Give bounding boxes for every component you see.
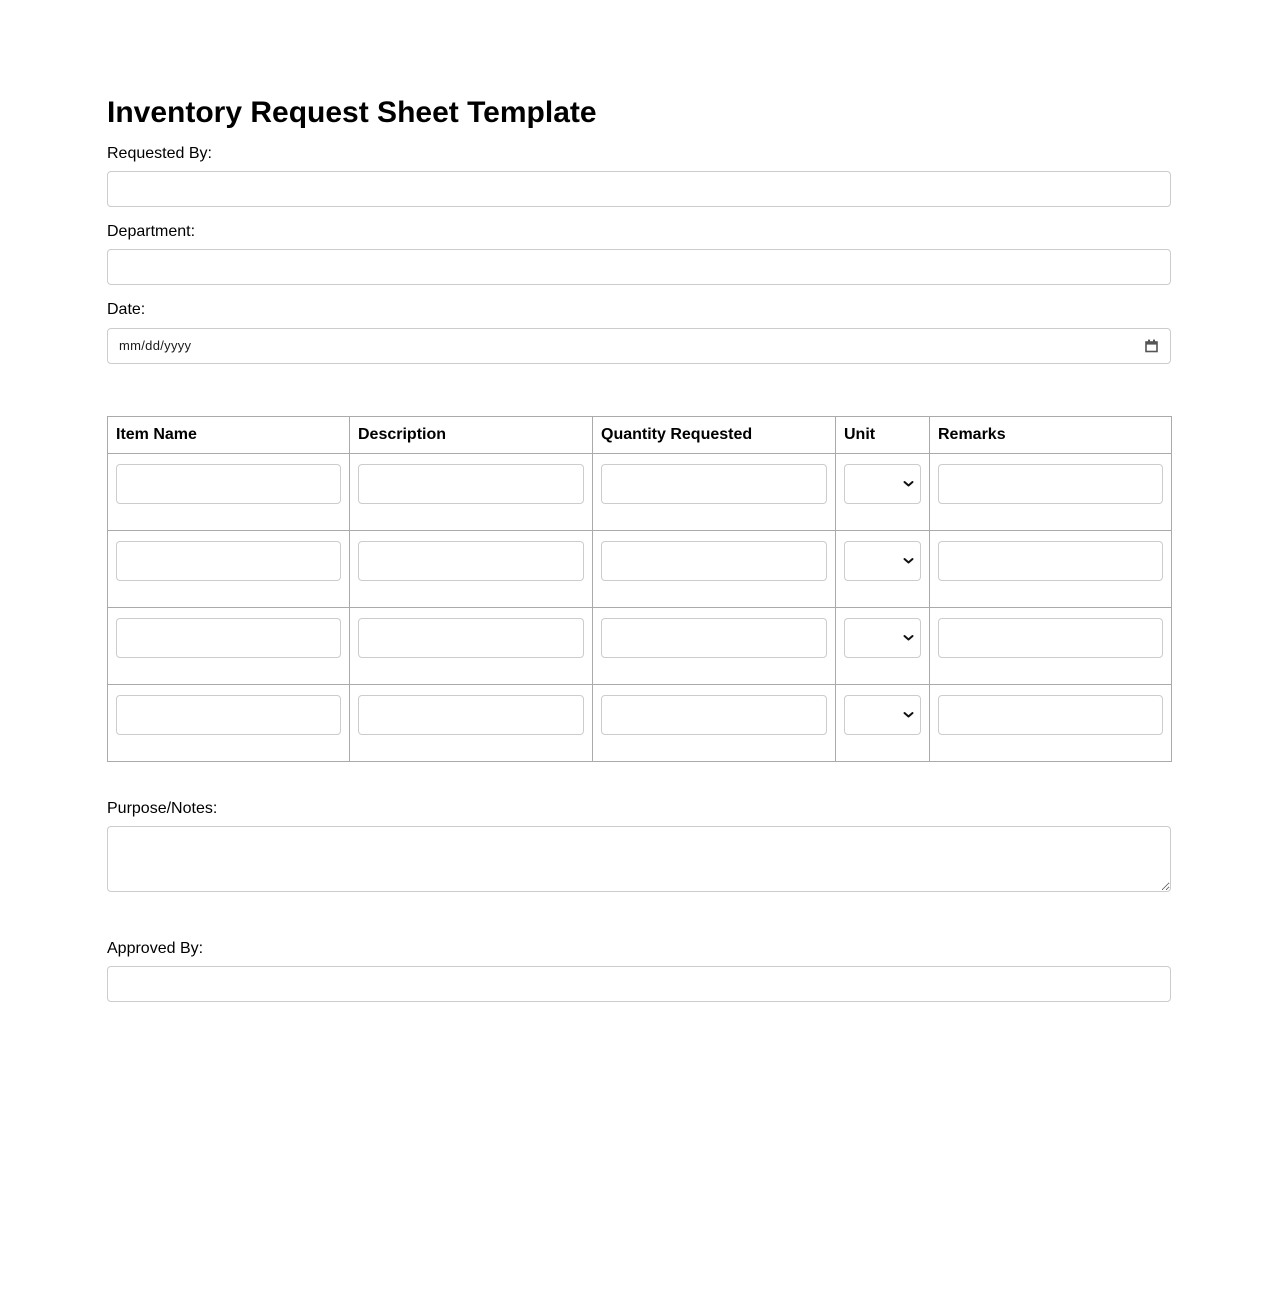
remarks-input[interactable] xyxy=(938,618,1163,658)
department-input[interactable] xyxy=(107,249,1171,285)
approved-by-label: Approved By: xyxy=(107,940,204,958)
column-header-remarks: Remarks xyxy=(930,416,1172,453)
description-input[interactable] xyxy=(358,695,584,735)
unit-select[interactable] xyxy=(844,695,921,735)
quantity-requested-input[interactable] xyxy=(601,541,827,581)
unit-select[interactable] xyxy=(844,464,921,504)
items-table-header xyxy=(108,416,1172,453)
purpose-notes-textarea[interactable] xyxy=(107,826,1171,892)
requested-by-input[interactable] xyxy=(107,171,1171,207)
column-header-quantity-requested: Quantity Requested xyxy=(593,416,836,453)
approved-by-input[interactable] xyxy=(107,966,1171,1002)
item-name-input[interactable] xyxy=(116,541,341,581)
department-group xyxy=(107,223,1171,285)
calendar-icon[interactable] xyxy=(1144,338,1159,353)
table-row xyxy=(108,530,1172,607)
items-table xyxy=(107,416,1172,762)
requested-by-label: Requested By: xyxy=(107,144,212,162)
department-label: Department: xyxy=(107,222,196,240)
quantity-requested-input[interactable] xyxy=(601,618,827,658)
remarks-input[interactable] xyxy=(938,541,1163,581)
item-name-input[interactable] xyxy=(116,695,341,735)
purpose-notes-group xyxy=(107,800,1171,892)
column-header-item-name: Item Name xyxy=(108,416,350,453)
table-row xyxy=(108,684,1172,761)
purpose-notes-label: Purpose/Notes: xyxy=(107,799,218,817)
column-header-description: Description xyxy=(350,416,593,453)
table-row xyxy=(108,453,1172,530)
approved-by-group xyxy=(107,940,1171,1002)
unit-select[interactable] xyxy=(844,618,921,658)
quantity-requested-input[interactable] xyxy=(601,464,827,504)
unit-select[interactable] xyxy=(844,541,921,581)
requested-by-group xyxy=(107,145,1171,207)
quantity-requested-input[interactable] xyxy=(601,695,827,735)
table-row xyxy=(108,607,1172,684)
date-group xyxy=(107,301,1171,363)
description-input[interactable] xyxy=(358,541,584,581)
date-label: Date: xyxy=(107,301,146,319)
remarks-input[interactable] xyxy=(938,464,1163,504)
inventory-request-form xyxy=(107,0,1171,1002)
description-input[interactable] xyxy=(358,464,584,504)
description-input[interactable] xyxy=(358,618,584,658)
page-title: Inventory Request Sheet Template xyxy=(107,96,597,129)
column-header-unit: Unit xyxy=(836,416,930,453)
date-input[interactable] xyxy=(107,328,1171,364)
remarks-input[interactable] xyxy=(938,695,1163,735)
item-name-input[interactable] xyxy=(116,464,341,504)
date-placeholder: mm/dd/yyyy xyxy=(119,338,192,354)
item-name-input[interactable] xyxy=(116,618,341,658)
